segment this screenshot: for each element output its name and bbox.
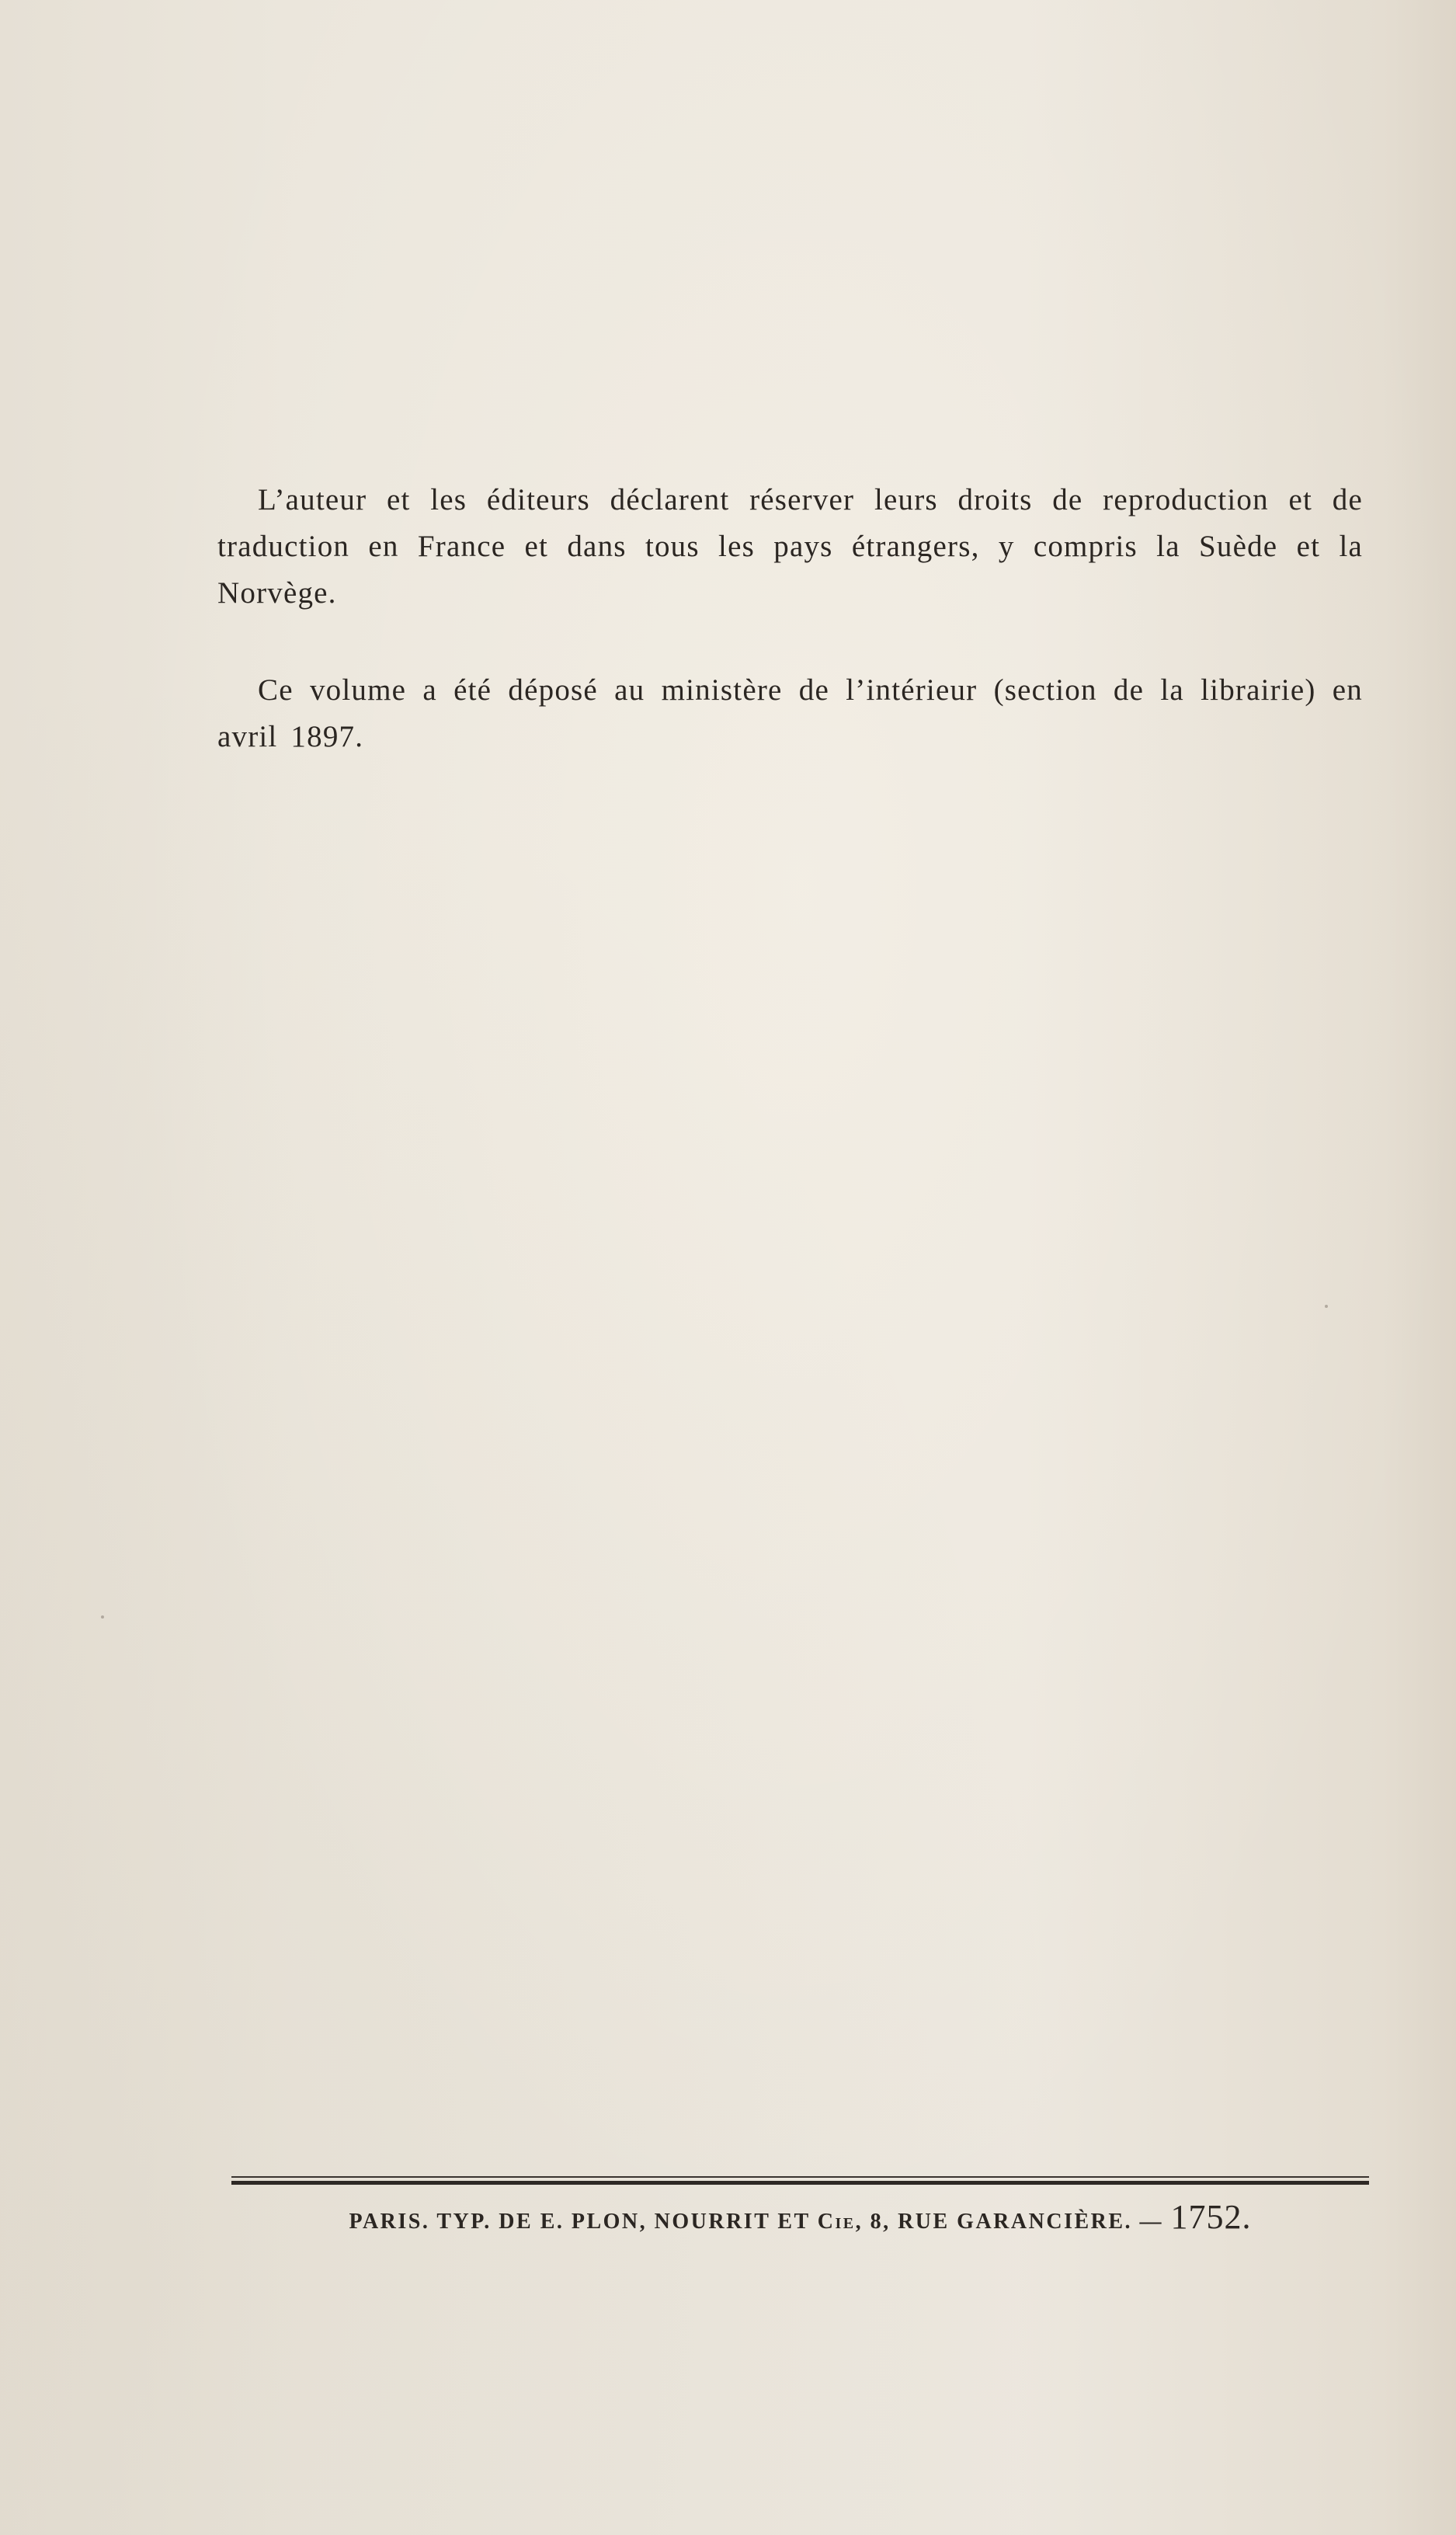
rights-reserved-paragraph: L’auteur et les éditeurs déclarent réserver leurs droits de reproduction et de traduction en France et dans tous les pays étrangers, y compris la Suède et la Norvège. xyxy=(217,483,1363,610)
printer-imprint xyxy=(231,2190,1369,2249)
paper-speck xyxy=(1325,1305,1328,1308)
paper-speck xyxy=(101,1615,104,1619)
imprint-text: PARIS. TYP. DE E. PLON, NOURRIT ET Cie, 8, RUE GARANCIÈRE. — xyxy=(349,2210,1171,2234)
rule-thick-line xyxy=(231,2181,1369,2185)
imprint-rule xyxy=(231,2176,1369,2185)
bleed-through-shadow xyxy=(0,1126,1456,1225)
imprint-number: 1752. xyxy=(1170,2198,1252,2236)
rule-thin-line xyxy=(231,2176,1369,2178)
legal-deposit-paragraph: Ce volume a été déposé au ministère de l’intérieur (section de la librairie) en avril 1897. xyxy=(217,673,1363,753)
bleed-through-shadow xyxy=(0,885,1456,948)
